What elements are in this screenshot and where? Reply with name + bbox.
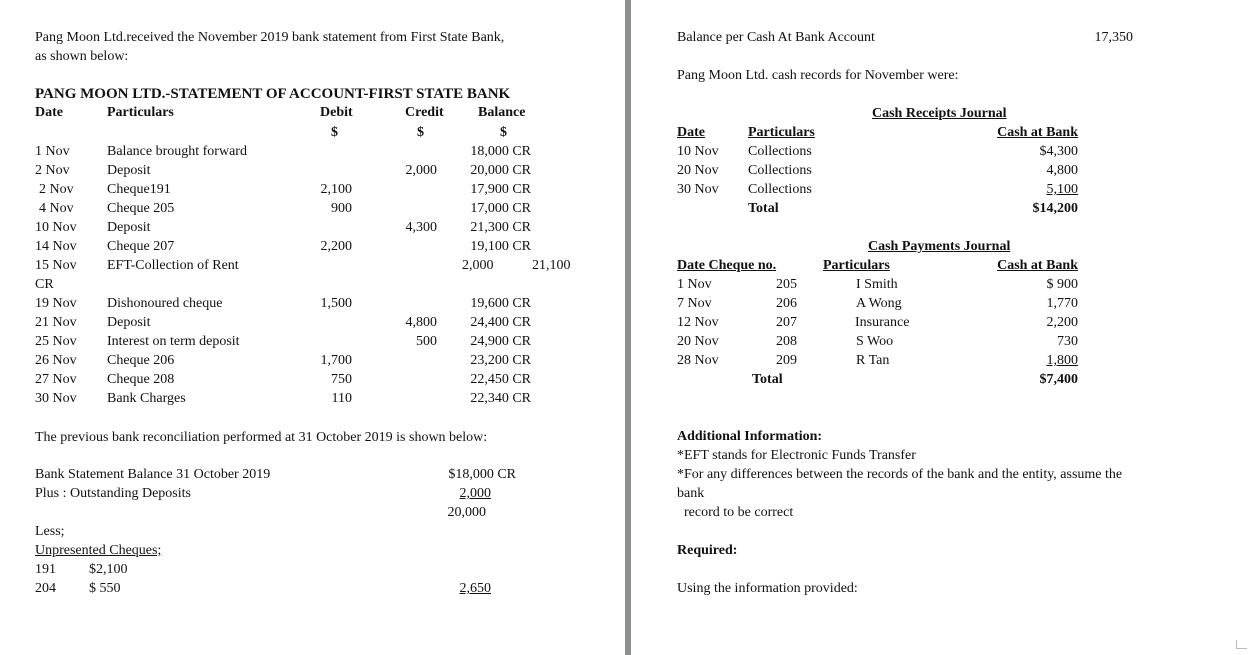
rent-balance: 2,000 [462, 258, 494, 273]
statement-row-debit: 1,500 [320, 296, 352, 311]
payments-row-cheque: 205 [776, 277, 797, 292]
payments-header-cash: Cash at Bank [997, 258, 1078, 273]
statement-row-particulars: Cheque 207 [107, 239, 175, 254]
receipts-row-cash: 5,100 [1046, 182, 1078, 197]
statement-row-particulars: EFT-Collection of Rent [107, 258, 239, 273]
payments-row-cash: 730 [1057, 334, 1078, 349]
balance-value: 17,350 [1094, 30, 1133, 45]
additional-title: Additional Information: [677, 429, 823, 444]
statement-row-date: 10 Nov [35, 220, 77, 235]
payments-total: $7,400 [1039, 372, 1078, 387]
statement-row-balance: 17,000 CR [470, 201, 531, 216]
receipts-header-date: Date [677, 125, 705, 140]
payments-row-particulars: Insurance [855, 315, 910, 330]
receipts-row-date: 30 Nov [677, 182, 719, 197]
statement-row-credit: 4,800 [405, 315, 437, 330]
statement-row-date: 14 Nov [35, 239, 77, 254]
header-date: Date [35, 105, 63, 120]
recon-intro: The previous bank reconciliation performed at 31 October 2019 is shown below: [35, 430, 488, 445]
statement-row-date: 2 Nov [35, 163, 70, 178]
statement-row-credit: 4,300 [405, 220, 437, 235]
statement-row-balance: 19,100 CR [470, 239, 531, 254]
bank-balance-value: $18,000 CR [448, 467, 516, 482]
payments-row-date: 20 Nov [677, 334, 719, 349]
statement-row-balance: 22,340 CR [470, 391, 531, 406]
statement-row-particulars: Cheque 205 [107, 201, 175, 216]
required-text: Using the information provided: [677, 581, 858, 596]
payments-title: Cash Payments Journal [868, 239, 1011, 254]
statement-row-date: 15 Nov [35, 258, 77, 273]
payments-row-cash: 1,770 [1046, 296, 1078, 311]
intro-line-1: Pang Moon Ltd.received the November 2019 bank statement from First State Bank, [35, 30, 505, 45]
records-intro: Pang Moon Ltd. cash records for November were: [677, 68, 959, 83]
statement-row-particulars: Interest on term deposit [107, 334, 240, 349]
payments-row-date: 12 Nov [677, 315, 719, 330]
statement-row-debit: 2,200 [320, 239, 352, 254]
payments-row-cash: 2,200 [1046, 315, 1078, 330]
statement-row-balance: 22,450 CR [470, 372, 531, 387]
required-title: Required: [677, 543, 738, 558]
statement-row-balance: 24,400 CR [470, 315, 531, 330]
statement-row-date: 26 Nov [35, 353, 77, 368]
payments-total-label: Total [752, 372, 783, 387]
additional-line-1: *EFT stands for Electronic Funds Transfer [677, 448, 916, 463]
additional-line-4: record to be correct [684, 505, 794, 520]
receipts-total-label: Total [748, 201, 779, 216]
less-total: 2,650 [459, 581, 491, 596]
statement-row-particulars: Cheque 206 [107, 353, 175, 368]
statement-row-date: 1 Nov [35, 144, 70, 159]
payments-row-cheque: 207 [776, 315, 797, 330]
receipts-row-date: 20 Nov [677, 163, 719, 178]
statement-title: PANG MOON LTD.-STATEMENT OF ACCOUNT-FIRST STATE BANK [35, 86, 511, 102]
payments-row-cash: $ 900 [1046, 277, 1078, 292]
currency-balance: $ [500, 125, 507, 140]
statement-row-particulars: Cheque 208 [107, 372, 175, 387]
statement-row-balance: 23,200 CR [470, 353, 531, 368]
rent-extra-value: 21,100 [532, 258, 571, 273]
header-balance: Balance [478, 105, 526, 120]
statement-row-particulars: Deposit [107, 220, 151, 235]
statement-row-balance: 24,900 CR [470, 334, 531, 349]
statement-row-particulars: Bank Charges [107, 391, 186, 406]
payments-row-cash: 1,800 [1046, 353, 1078, 368]
receipts-row-cash: 4,800 [1046, 163, 1078, 178]
intro-line-2: as shown below: [35, 49, 129, 64]
additional-line-2: *For any differences between the records of the bank and the entity, assume the [677, 467, 1123, 482]
statement-row-date: CR [35, 277, 54, 292]
statement-row-date: 25 Nov [35, 334, 77, 349]
statement-row-balance: 17,900 CR [470, 182, 531, 197]
right-page [631, 0, 1251, 655]
cheque-no: 204 [35, 581, 56, 596]
receipts-header-particulars: Particulars [748, 125, 815, 140]
receipts-header-cash: Cash at Bank [997, 125, 1078, 140]
statement-row-balance: 18,000 CR [470, 144, 531, 159]
statement-row-date: 4 Nov [39, 201, 74, 216]
statement-row-debit: 1,700 [320, 353, 352, 368]
cheque-amount: $ 550 [89, 581, 121, 596]
statement-row-particulars: Cheque191 [107, 182, 171, 197]
statement-row-credit: 2,000 [405, 163, 437, 178]
currency-credit: $ [417, 125, 424, 140]
payments-row-date: 1 Nov [677, 277, 712, 292]
statement-row-debit: 2,100 [320, 182, 352, 197]
statement-row-balance: 20,000 CR [470, 163, 531, 178]
payments-header-particulars: Particulars [823, 258, 890, 273]
statement-row-particulars: Balance brought forward [107, 144, 247, 159]
receipts-row-cash: $4,300 [1039, 144, 1078, 159]
statement-row-particulars: Deposit [107, 315, 151, 330]
statement-row-credit: 500 [416, 334, 437, 349]
statement-row-particulars: Dishonoured cheque [107, 296, 223, 311]
payments-header-date-cheque: Date Cheque no. [677, 258, 777, 273]
unpresented-label: Unpresented Cheques; [35, 543, 162, 558]
plus-label: Plus : Outstanding Deposits [35, 486, 191, 501]
statement-row-date: 30 Nov [35, 391, 77, 406]
page-corner-mark [1236, 640, 1247, 649]
payments-row-cheque: 208 [776, 334, 797, 349]
additional-line-3: bank [677, 486, 705, 501]
statement-row-date: 27 Nov [35, 372, 77, 387]
payments-row-date: 28 Nov [677, 353, 719, 368]
cheque-no: 191 [35, 562, 56, 577]
receipts-total: $14,200 [1032, 201, 1078, 216]
bank-balance-label: Bank Statement Balance 31 October 2019 [35, 467, 271, 482]
receipts-row-particulars: Collections [748, 182, 812, 197]
statement-row-debit: 900 [331, 201, 352, 216]
receipts-row-particulars: Collections [748, 163, 812, 178]
cheque-amount: $2,100 [89, 562, 128, 577]
payments-row-particulars: S Woo [856, 334, 894, 349]
payments-row-cheque: 206 [776, 296, 797, 311]
payments-row-date: 7 Nov [677, 296, 712, 311]
statement-row-debit: 110 [331, 391, 352, 406]
receipts-row-particulars: Collections [748, 144, 812, 159]
subtotal-value: 20,000 [447, 505, 486, 520]
payments-row-particulars: I Smith [856, 277, 898, 292]
receipts-title: Cash Receipts Journal [872, 106, 1007, 121]
payments-row-particulars: R Tan [856, 353, 890, 368]
statement-row-balance: 19,600 CR [470, 296, 531, 311]
statement-row-particulars: Deposit [107, 163, 151, 178]
plus-value: 2,000 [459, 486, 491, 501]
receipts-row-date: 10 Nov [677, 144, 719, 159]
balance-label: Balance per Cash At Bank Account [677, 30, 875, 45]
payments-row-particulars: A Wong [856, 296, 902, 311]
statement-row-date: 19 Nov [35, 296, 77, 311]
statement-row-date: 21 Nov [35, 315, 77, 330]
left-page [0, 0, 625, 655]
statement-row-date: 2 Nov [39, 182, 74, 197]
less-label: Less; [35, 524, 65, 539]
payments-row-cheque: 209 [776, 353, 797, 368]
currency-debit: $ [331, 125, 338, 140]
statement-row-balance: 21,300 CR [470, 220, 531, 235]
header-credit: Credit [405, 105, 444, 120]
header-debit: Debit [320, 105, 353, 120]
statement-row-debit: 750 [331, 372, 352, 387]
header-particulars: Particulars [107, 105, 174, 120]
